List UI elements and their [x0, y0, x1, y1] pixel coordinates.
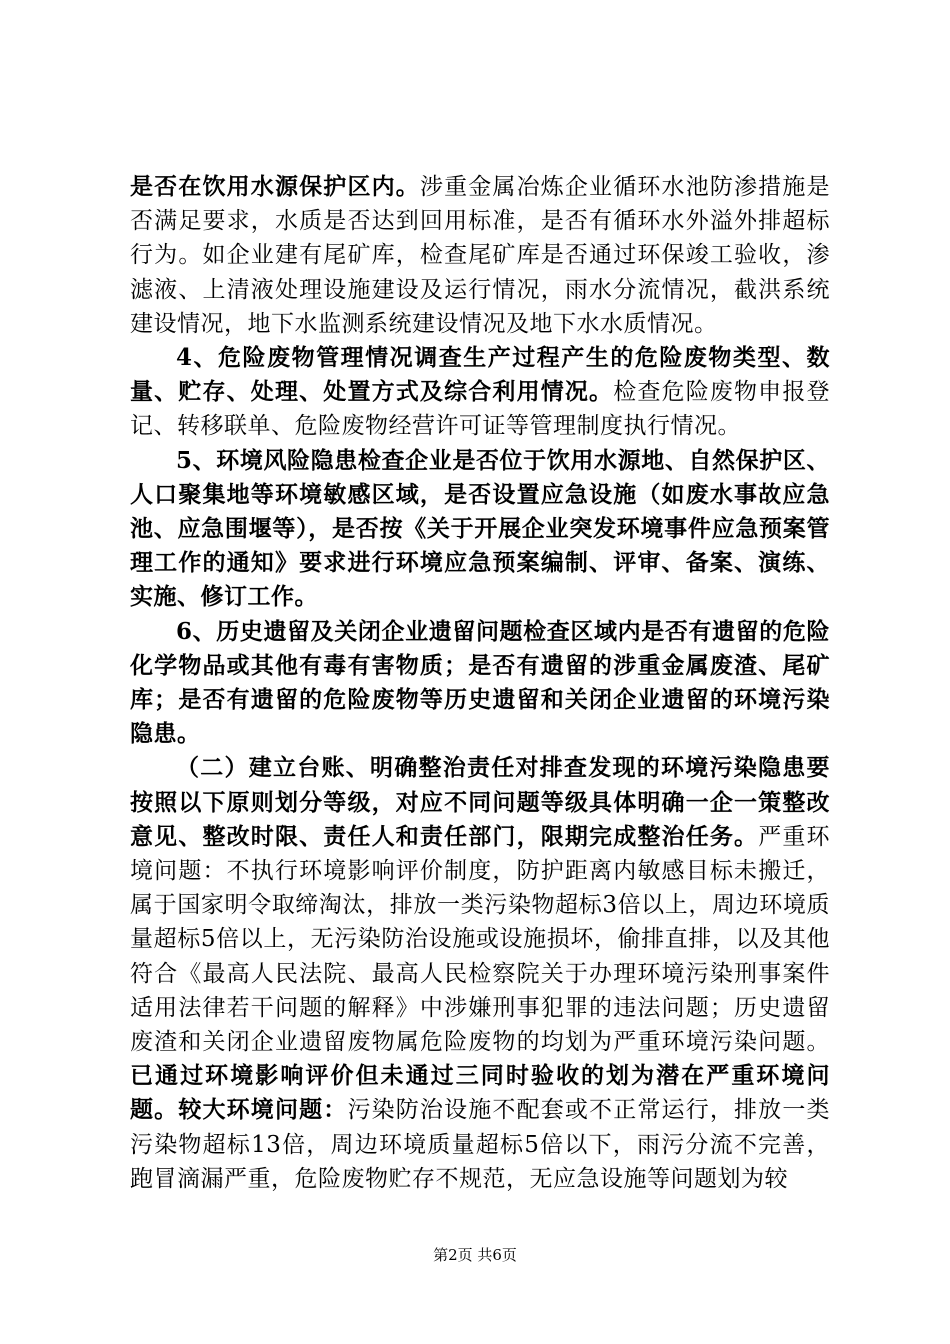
paragraph-4	[130, 615, 830, 752]
text-run: 污染防治设施不配套或不正常运行，排放一类污染物超标13倍，周边环境质量超标5倍以下，雨污分流不完善，跑冒滴漏严重，危险废物贮存不规范，无应急设施等问题划为较	[130, 1097, 831, 1192]
text-run: 已通过环境影响评价但未通过三同时验收的划为潜在严重环境问题。较大环境问题：	[130, 1062, 830, 1124]
text-run: 严重环境问题：不执行环境影响评价制度，防护距离内敏感目标未搬迁，属于国家明令取缔淘汰，排放一类污染物超标3倍以上，周边环境质量超标5倍以上，无污染防治设施或设施损坏，偷排直排，以及其他符合《最高人民法院、最高人民检察院关于办理环境污染刑事案件适用法律若干问题的解释》中涉嫌刑事犯罪的违法问题；历史遗留废渣和关闭企业遗留废物属危险废物的均划为严重环境污染问题。	[130, 823, 831, 1056]
paragraph-3	[130, 444, 830, 615]
document-body	[130, 170, 830, 1196]
paragraph-1	[130, 170, 830, 341]
text-run: 5、环境风险隐患检查企业是否位于饮用水源地、自然保护区、人口聚集地等环境敏感区域，是否设置应急设施（如废水事故应急池、应急围堰等），是否按《关于开展企业突发环境事件应急预案管理工作的通知》要求进行环境应急预案编制、评审、备案、演练、实施、修订工作。	[130, 446, 830, 611]
text-run: 检查危险废物申报登记、转移联单、危险废物经营许可证等管理制度执行情况。	[130, 379, 831, 440]
page-footer: 第2页 共6页	[433, 1246, 517, 1264]
text-run: （二）建立台账、明确整治责任对排查发现的环境污染隐患要按照以下原则划分等级，对应不同问题等级具体明确一企一策整改意见、整改时限、责任人和责任部门，限期完成整治任务。	[130, 754, 830, 850]
paragraph-2	[130, 341, 830, 444]
text-run: 4、危险废物管理情况调查生产过程产生的危险废物类型、数量、贮存、处理、处置方式及综合利用情况。	[130, 344, 830, 406]
paragraph-5	[130, 751, 830, 1196]
text-run: 6、历史遗留及关闭企业遗留问题检查区域内是否有遗留的危险化学物品或其他有毒有害物质；是否有遗留的涉重金属废渣、尾矿库；是否有遗留的危险废物等历史遗留和关闭企业遗留的环境污染隐患。	[130, 617, 830, 748]
text-run: 是否在饮用水源保护区内。	[130, 173, 420, 200]
text-run: 涉重金属冶炼企业循环水池防渗措施是否满足要求，水质是否达到回用标准，是否有循环水外溢外排超标行为。如企业建有尾矿库，检查尾矿库是否通过环保竣工验收，渗滤液、上清液处理设施建设及运行情况，雨水分流情况，截洪系统建设情况，地下水监测系统建设情况及地下水水质情况。	[130, 174, 831, 337]
